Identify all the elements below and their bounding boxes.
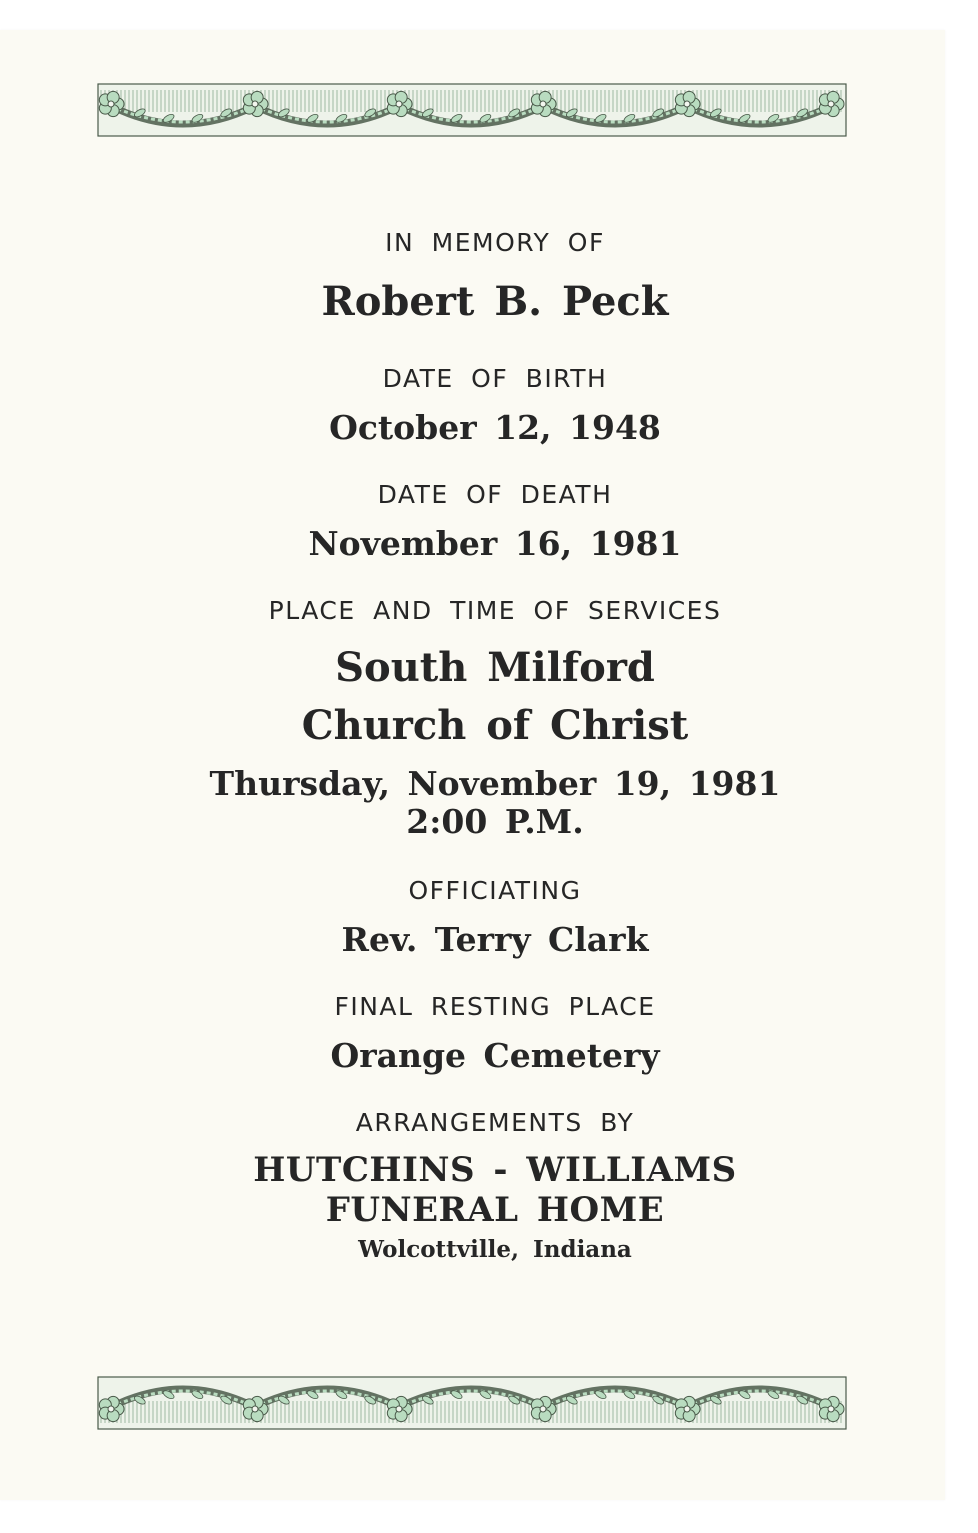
funeral-home-line1: HUTCHINS - WILLIAMS: [253, 1150, 737, 1190]
services-place-line1: South Milford: [335, 644, 655, 691]
officiating-label: OFFICIATING: [408, 876, 582, 905]
death-date: November 16, 1981: [308, 524, 682, 563]
resting-place-label: FINAL RESTING PLACE: [334, 992, 656, 1021]
resting-place: Orange Cemetery: [330, 1036, 660, 1075]
death-label: DATE OF DEATH: [377, 480, 613, 509]
funeral-home-location: Wolcottville, Indiana: [358, 1236, 632, 1263]
services-place-line2: Church of Christ: [301, 702, 689, 749]
birth-date: October 12, 1948: [329, 408, 661, 447]
card-content: [0, 30, 978, 1330]
funeral-home-line2: FUNERAL HOME: [325, 1190, 665, 1230]
deceased-name: Robert B. Peck: [321, 278, 669, 325]
services-label: PLACE AND TIME OF SERVICES: [268, 596, 722, 625]
memorial-card: [0, 30, 945, 1500]
services-date: Thursday, November 19, 1981: [209, 764, 781, 803]
arrangements-label: ARRANGEMENTS BY: [355, 1108, 635, 1137]
officiant-name: Rev. Terry Clark: [341, 920, 649, 959]
in-memory-label: IN MEMORY OF: [385, 228, 605, 257]
floral-garland-border-icon: [97, 1375, 847, 1431]
birth-label: DATE OF BIRTH: [382, 364, 608, 393]
services-time: 2:00 P.M.: [406, 802, 584, 841]
